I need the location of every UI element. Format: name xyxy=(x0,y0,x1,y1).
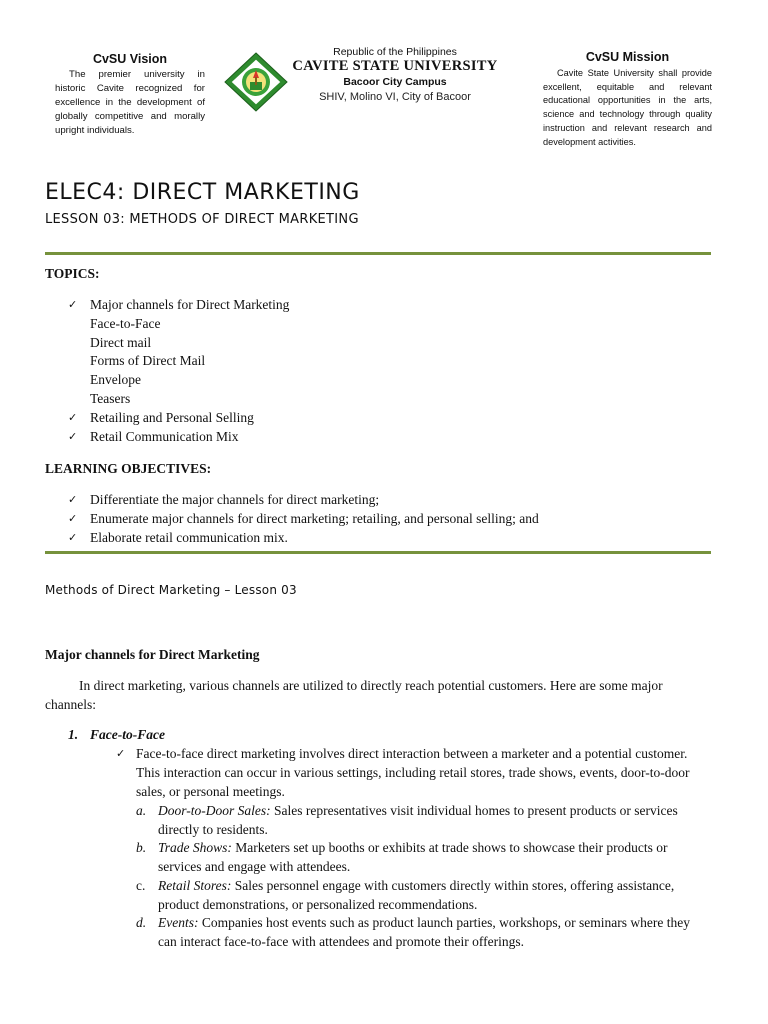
university-header xyxy=(290,46,500,103)
list-item: ✓ Retail Communication Mix xyxy=(68,428,289,447)
republic-label: Republic of the Philippines xyxy=(333,46,457,58)
divider-rule xyxy=(45,551,711,554)
item-title: Face-to-Face xyxy=(90,727,165,742)
checkmark-icon: ✓ xyxy=(68,429,78,443)
checkmark-icon: ✓ xyxy=(68,410,78,424)
list-item: ✓ Differentiate the major channels for direct marketing; xyxy=(68,491,539,510)
sub-item: c. Retail Stores: Sales personnel engage with customers directly within stores, offering assistance, product demonstrations, or personalized recommendations. xyxy=(136,878,675,912)
list-item: Envelope xyxy=(90,372,141,388)
checkmark-icon: ✓ xyxy=(68,511,78,525)
objectives-heading: LEARNING OBJECTIVES: xyxy=(45,461,212,476)
list-item: Teasers xyxy=(90,390,131,406)
list-item: ✓ Major channels for Direct Marketing xyxy=(68,296,289,315)
list-item: ✓ Elaborate retail communication mix. xyxy=(68,529,539,548)
sub-item: d. Events: Companies host events such as product launch parties, workshops, or seminars where they can interact face-to-face with attendees and promote their offerings. xyxy=(136,915,691,949)
lesson-title: LESSON 03: METHODS OF DIRECT MARKETING xyxy=(45,212,359,227)
list-item: ✓ Retailing and Personal Selling xyxy=(68,409,289,428)
sub-item: b. Trade Shows: Marketers set up booths or exhibits at trade shows to showcase their products or services and engage with attendees. xyxy=(136,840,668,874)
list-item: Forms of Direct Mail xyxy=(90,353,206,369)
objectives-list xyxy=(68,491,539,547)
running-title: Methods of Direct Marketing – Lesson 03 xyxy=(45,583,297,597)
university-seal-logo xyxy=(224,52,288,112)
mission-text: Cavite State University shall provide excellent, equitable and relevant educational opportunities in the arts, science and technology through quality instruction and relevant research and development activities. xyxy=(543,67,712,147)
campus-address: SHIV, Molino VI, City of Bacoor xyxy=(319,91,471,103)
checkmark-icon: ✓ xyxy=(68,493,78,506)
sub-item: a. Door-to-Door Sales: Sales representatives visit individual homes to present products or services directly to residents. xyxy=(136,803,678,837)
campus-name: Bacoor City Campus xyxy=(343,76,447,88)
checked-paragraph: ✓ Face-to-face direct marketing involves direct interaction between a marketer and a potential customer. This interaction can occur in various settings, including retail stores, trade shows, events, door-to-door sales, or personal meetings. xyxy=(116,746,690,799)
checkmark-icon: ✓ xyxy=(68,530,78,544)
course-title: ELEC4: DIRECT MARKETING xyxy=(45,180,360,205)
numbered-item: 1. Face-to-Face xyxy=(68,727,165,742)
topics-heading: TOPICS: xyxy=(45,266,100,281)
list-item: ✓ Enumerate major channels for direct marketing; retailing, and personal selling; and xyxy=(68,510,539,529)
vision-title: CvSU Vision xyxy=(92,52,168,66)
mission-title: CvSU Mission xyxy=(585,50,670,64)
vision-block xyxy=(55,52,205,138)
university-name: CAVITE STATE UNIVERSITY xyxy=(292,58,498,74)
topics-list xyxy=(68,296,289,446)
divider-rule xyxy=(45,252,711,255)
vision-text: The premier university in historic Cavite recognized for excellence in the development of globally competitive and morally upright individuals. xyxy=(55,69,205,136)
list-item: Direct mail xyxy=(90,334,152,350)
checkmark-icon: ✓ xyxy=(116,747,126,760)
list-item: Face-to-Face xyxy=(90,315,161,331)
intro-paragraph: In direct marketing, various channels are utilized to directly reach potential customers. Here are some major channels: xyxy=(45,678,663,712)
mission-block xyxy=(543,51,712,150)
checkmark-icon: ✓ xyxy=(68,298,78,311)
section-heading: Major channels for Direct Marketing xyxy=(45,647,260,662)
